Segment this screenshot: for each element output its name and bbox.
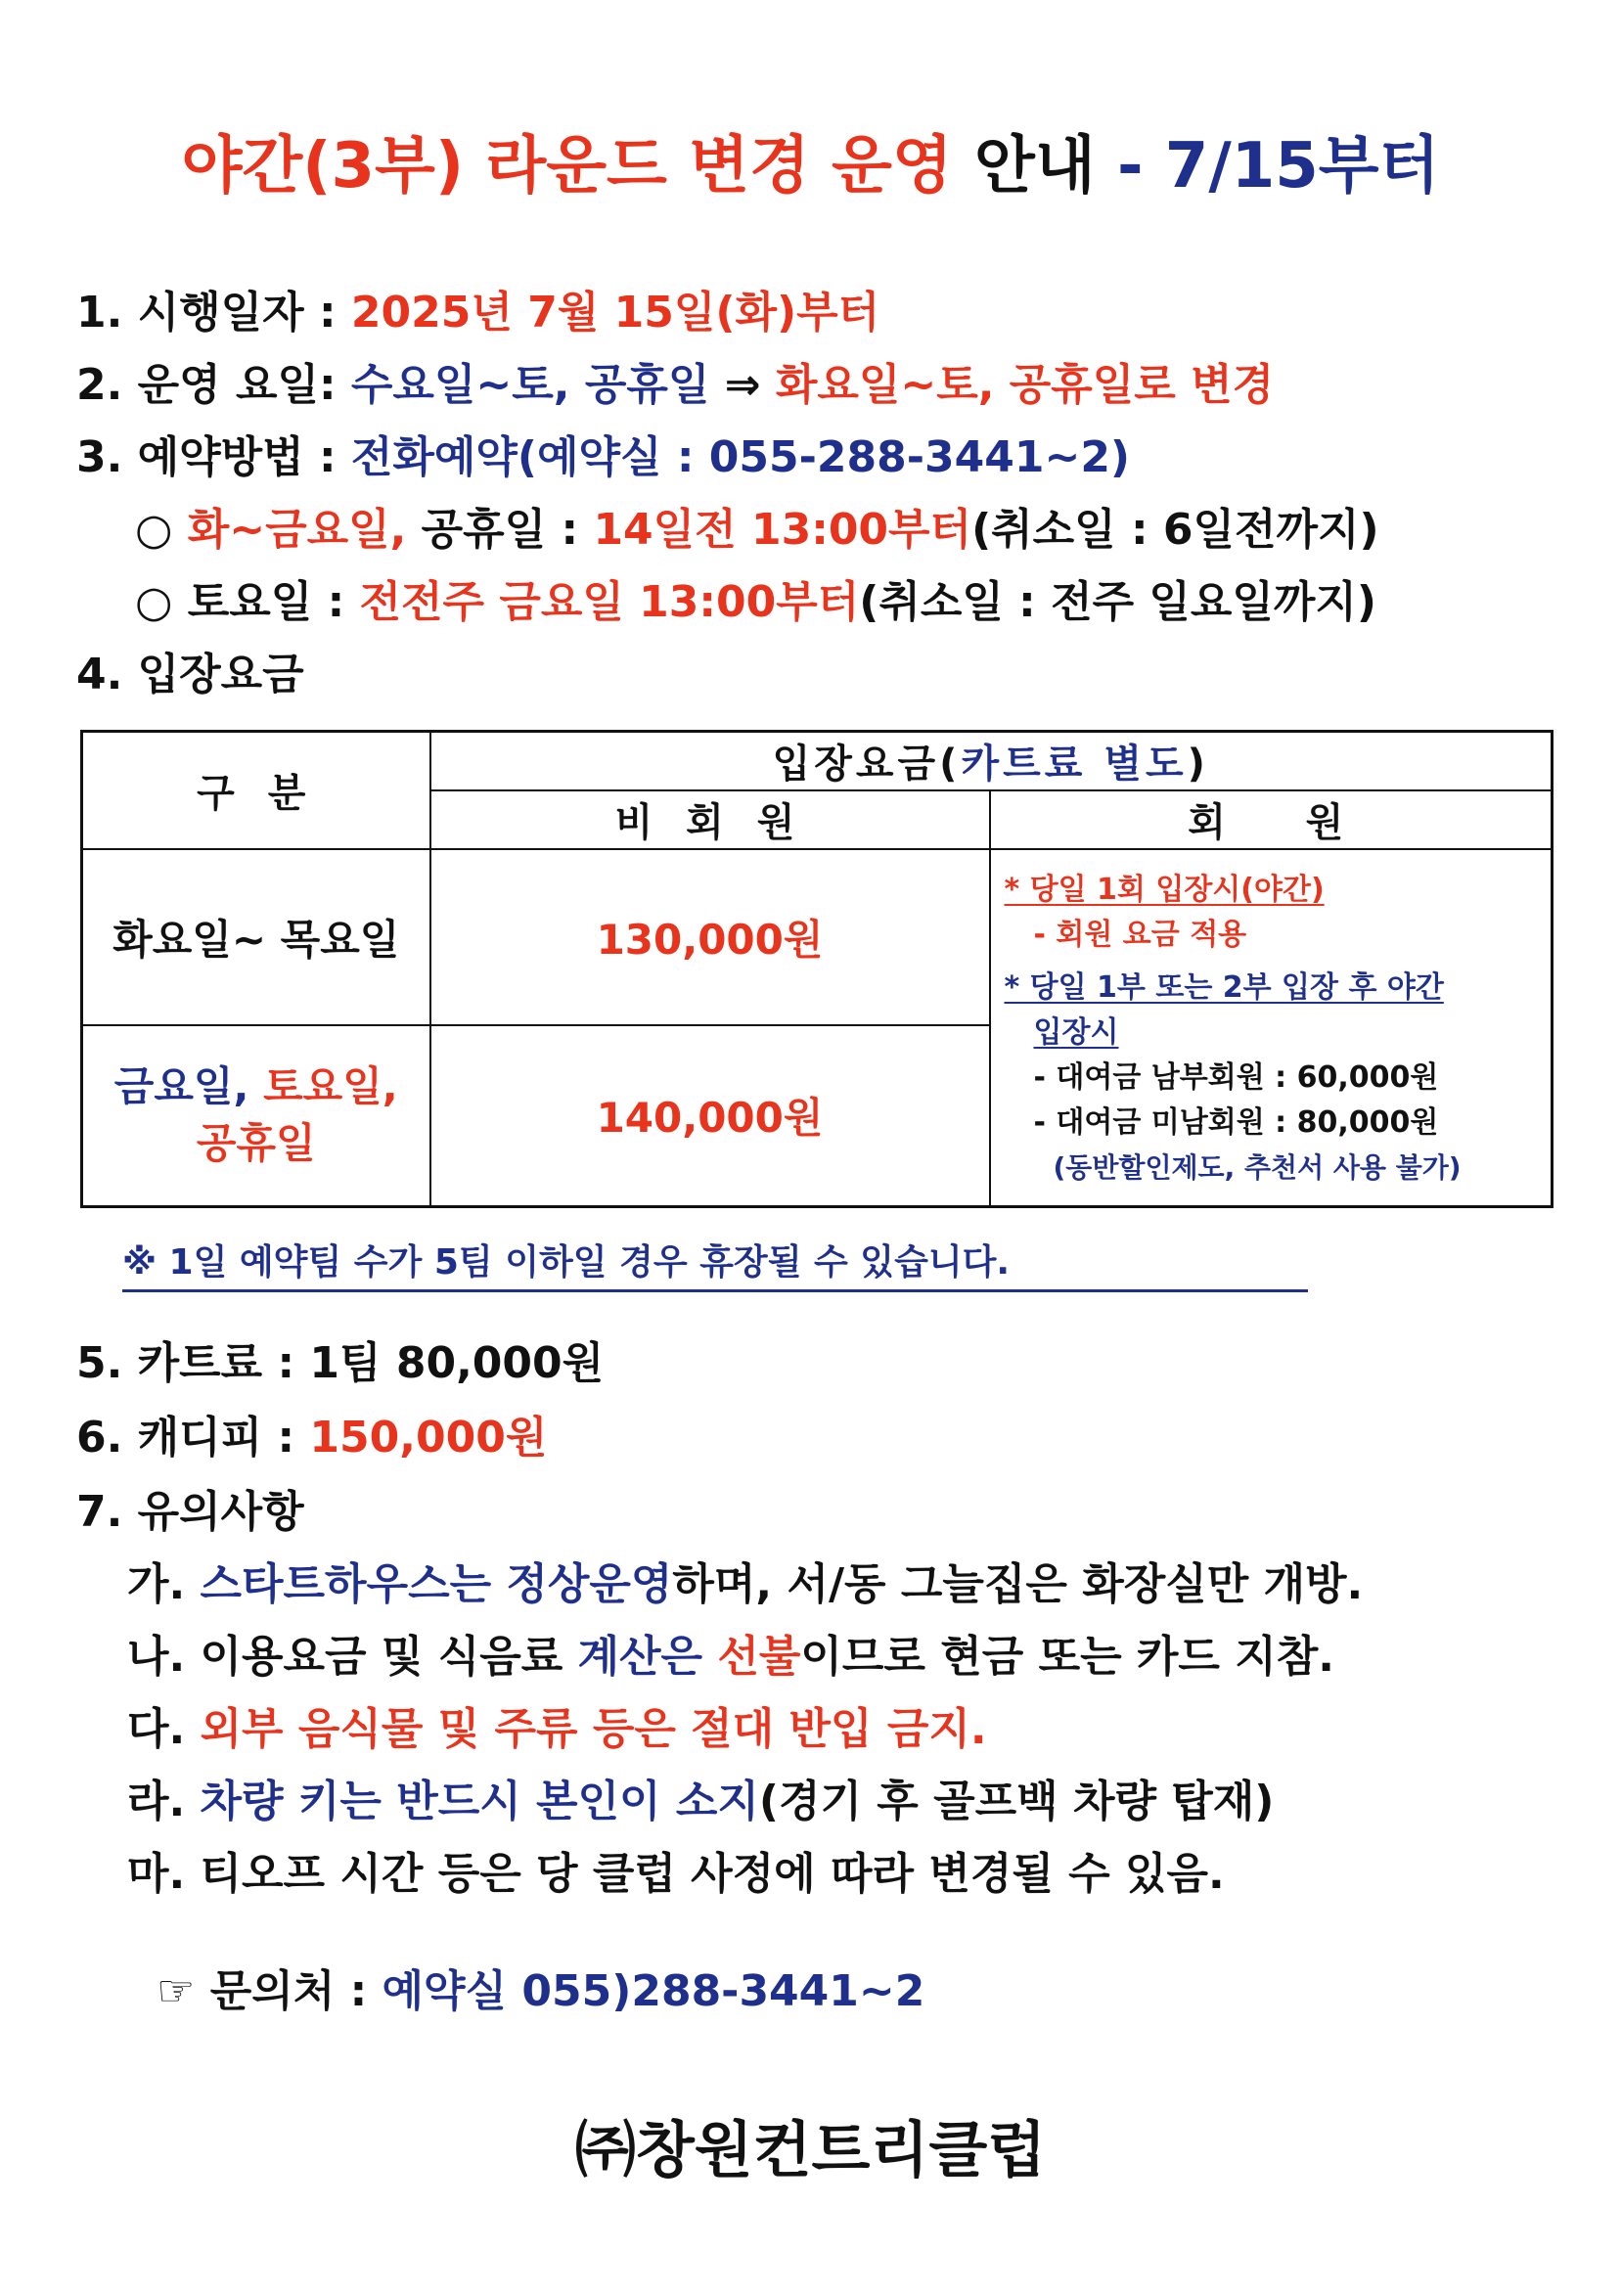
contact-label: 문의처 : bbox=[209, 1966, 368, 2016]
caution-rest: (경기 후 골프백 차량 탑재) bbox=[758, 1777, 1275, 1826]
member-note-2: * 당일 1부 또는 2부 입장 후 야간 bbox=[1004, 969, 1444, 1005]
caution-prefix: 라. bbox=[127, 1777, 186, 1826]
reservation-phone: 전화예약(예약실 : 055-288-3441~2) bbox=[350, 432, 1131, 482]
weekday-cancel: (취소일 : 6일전까지) bbox=[971, 505, 1379, 555]
item-reservation bbox=[76, 428, 1130, 487]
caution-na bbox=[127, 1628, 1334, 1687]
caution-ra bbox=[127, 1773, 1274, 1831]
contact-line bbox=[157, 1962, 924, 2021]
saturday-cancel: (취소일 : 전주 일요일까지) bbox=[859, 577, 1377, 627]
arrow-icon: ⇒ bbox=[724, 360, 761, 410]
caution-prefix: 나. 이용요금 및 식음료 bbox=[127, 1632, 563, 1682]
header-fee-cart: 카트료 별도 bbox=[961, 742, 1188, 788]
caution-prepaid: 선불 bbox=[717, 1632, 801, 1682]
member-note-2-cont: 입장시 bbox=[1033, 1014, 1119, 1050]
item-label: 7. 유의사항 bbox=[76, 1487, 304, 1537]
item-label: 4. 입장요금 bbox=[76, 650, 304, 699]
title-notice: 안내 bbox=[974, 130, 1096, 203]
item-label: 3. 예약방법 : bbox=[76, 432, 337, 482]
item-value: 150,000원 bbox=[309, 1413, 548, 1463]
label-friday: 금요일, bbox=[113, 1062, 249, 1111]
item-operating-days bbox=[76, 356, 1274, 415]
caution-prefix: 다. bbox=[127, 1704, 186, 1754]
label-holiday: 공휴일 bbox=[196, 1119, 316, 1168]
header-fee-suffix: ) bbox=[1187, 742, 1209, 788]
page-title bbox=[0, 115, 1621, 205]
header-nonmember: 비 회 원 bbox=[430, 790, 990, 849]
caution-da bbox=[127, 1700, 987, 1759]
header-fee bbox=[430, 732, 1553, 790]
row-label-weekend bbox=[82, 1025, 430, 1207]
caution-text: 마. 티오프 시간 등은 당 클럽 사정에 따라 변경될 수 있음. bbox=[127, 1849, 1225, 1899]
title-main: 야간(3부) 라운드 변경 운영 bbox=[181, 130, 953, 203]
reservation-weekday bbox=[135, 501, 1379, 560]
closure-note: ※ 1일 예약팀 수가 5팀 이하일 경우 휴장될 수 있습니다. bbox=[122, 1242, 1011, 1283]
header-division: 구 분 bbox=[82, 732, 430, 849]
caution-ma bbox=[127, 1845, 1225, 1904]
member-note-2-line2: - 대여금 미남회원 : 80,000원 bbox=[1033, 1104, 1439, 1140]
header-fee-prefix: 입장요금( bbox=[772, 742, 962, 788]
new-days: 화요일~토, 공휴일로 변경 bbox=[775, 360, 1275, 410]
member-note-2-line3: (동반할인제도, 추천서 사용 불가) bbox=[1053, 1150, 1462, 1184]
contact-value: 예약실 055)288-3441~2 bbox=[382, 1966, 925, 2016]
caution-ga bbox=[127, 1555, 1363, 1614]
holiday-label: 공휴일 : bbox=[421, 505, 579, 555]
weekday-label: 화~금요일, bbox=[187, 505, 407, 555]
company-name: ㈜창원컨트리클럽 bbox=[574, 2114, 1047, 2185]
item-cautions bbox=[76, 1483, 304, 1542]
item-label: 2. 운영 요일: bbox=[76, 360, 337, 410]
title-date: - 7/15부터 bbox=[1116, 130, 1440, 203]
caution-highlight: 외부 음식물 및 주류 등은 절대 반입 금지. bbox=[200, 1704, 987, 1754]
item-value: 1팀 80,000원 bbox=[309, 1338, 605, 1388]
item-label: 5. 카트료 : bbox=[76, 1338, 295, 1388]
item-label: 1. 시행일자 : bbox=[76, 288, 337, 338]
saturday-label: 토요일 : bbox=[187, 577, 345, 627]
caution-highlight: 스타트하우스는 정상운영 bbox=[200, 1559, 673, 1609]
weekday-open-time: 14일전 13:00부터 bbox=[593, 505, 972, 555]
fee-table bbox=[80, 730, 1553, 1208]
closure-note-underline bbox=[122, 1289, 1308, 1292]
old-days: 수요일~토, 공휴일 bbox=[350, 360, 710, 410]
label-saturday: 토요일, bbox=[263, 1062, 398, 1111]
header-member: 회 원 bbox=[990, 790, 1553, 849]
reservation-saturday bbox=[135, 573, 1376, 632]
item-caddie-fee bbox=[76, 1409, 547, 1467]
member-notes bbox=[990, 849, 1553, 1207]
item-value: 2025년 7월 15일(화)부터 bbox=[350, 288, 880, 338]
member-note-2-line1: - 대여금 남부회원 : 60,000원 bbox=[1033, 1059, 1439, 1095]
item-fee-heading bbox=[76, 646, 304, 704]
price-weekend: 140,000원 bbox=[430, 1025, 990, 1207]
row-label-weekday: 화요일~ 목요일 bbox=[82, 849, 430, 1025]
caution-rest: 하며, 서/동 그늘집은 화장실만 개방. bbox=[672, 1559, 1364, 1609]
caution-highlight: 계산은 bbox=[577, 1632, 703, 1682]
item-cart-fee bbox=[76, 1334, 604, 1393]
pointing-hand-icon: ☞ bbox=[157, 1966, 196, 2016]
item-label: 6. 캐디피 : bbox=[76, 1413, 295, 1463]
bullet-icon: ○ bbox=[135, 577, 173, 627]
item-start-date bbox=[76, 284, 879, 342]
caution-rest: 이므로 현금 또는 카드 지참. bbox=[800, 1632, 1334, 1682]
caution-prefix: 가. bbox=[127, 1559, 186, 1609]
saturday-open-time: 전전주 금요일 13:00부터 bbox=[359, 577, 860, 627]
price-weekday: 130,000원 bbox=[430, 849, 990, 1025]
member-note-1: * 당일 1회 입장시(야간) bbox=[1004, 872, 1325, 907]
caution-highlight: 차량 키는 반드시 본인이 소지 bbox=[200, 1777, 759, 1826]
bullet-icon: ○ bbox=[135, 505, 173, 555]
member-note-1-sub: - 회원 요금 적용 bbox=[1033, 917, 1247, 952]
